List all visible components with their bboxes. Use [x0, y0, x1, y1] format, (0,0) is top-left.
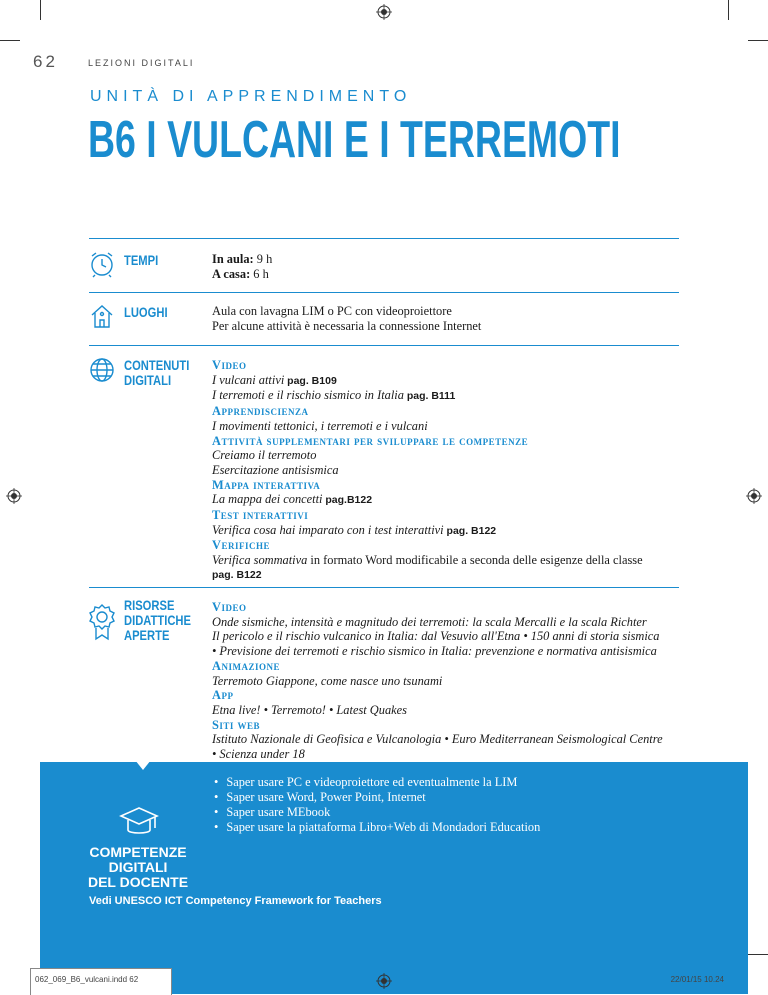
competenze-label-line: COMPETENZE DIGITALI	[89, 844, 187, 875]
section-divider	[89, 587, 679, 588]
list-item: • Saper usare la piattaforma Libro+Web di Mondadori Education	[214, 820, 540, 835]
in-aula-value: 9 h	[253, 252, 273, 266]
contenuti-label-line: DIGITALI	[124, 372, 172, 388]
unit-kicker: UNITÀ DI APPRENDIMENTO	[90, 88, 412, 105]
registration-mark-icon	[376, 4, 392, 20]
tempi-label: TEMPI	[124, 252, 159, 268]
section-divider	[89, 238, 679, 239]
list-item: • Saper usare PC e videoproiettore ed eventualmente la LIM	[214, 775, 540, 790]
contenuti-body	[212, 358, 680, 583]
resource-title: Creiamo il terremoto	[212, 448, 317, 463]
crop-mark	[748, 40, 768, 41]
list-item: • Saper usare MEbook	[214, 805, 540, 820]
resource-title: Verifica sommativa	[212, 553, 308, 568]
contenuti-label-line: CONTENUTI	[124, 357, 190, 373]
risorse-label	[124, 598, 191, 643]
registration-mark-icon	[376, 973, 392, 989]
section-heading: Video	[212, 358, 247, 372]
tempi-body	[212, 252, 680, 281]
list-item: • Saper usare Word, Power Point, Internet	[214, 790, 540, 805]
section-heading: Siti web	[212, 717, 261, 732]
crop-mark	[728, 0, 729, 20]
section-heading: Mappa interattiva	[212, 477, 321, 492]
section-heading: App	[212, 688, 234, 703]
section-heading: Animazione	[212, 658, 280, 673]
gear-badge-icon	[88, 602, 116, 642]
resource-title: I terremoti e il rischio sismico in Italia	[212, 388, 404, 403]
luoghi-body	[212, 304, 680, 333]
resource-title: • Previsione dei terremoti e rischio sismico in Italia: prevenzione e normativa antisismica	[212, 644, 657, 659]
slug-filename: 062_069_B6_vulcani.indd 62	[35, 975, 139, 984]
house-icon	[88, 302, 116, 330]
graduation-cap-icon	[119, 804, 159, 838]
crop-mark	[748, 954, 768, 955]
crop-mark	[40, 0, 41, 20]
section-heading: Verifiche	[212, 538, 270, 553]
section-heading: Apprendiscienza	[212, 404, 309, 419]
competenze-label	[73, 845, 203, 890]
section-divider	[89, 345, 679, 346]
resource-title: I vulcani attivi	[212, 372, 285, 387]
page-ref: pag. B122	[443, 524, 497, 537]
resource-title: La mappa dei concetti	[212, 492, 323, 507]
risorse-label-line: DIDATTICHE	[124, 612, 191, 628]
section-heading: Test interattivi	[212, 508, 309, 523]
resource-desc: in formato Word modificabile a seconda delle esigenze della classe	[307, 553, 643, 568]
page-title: B6 I VULCANI E I TERREMOTI	[88, 111, 621, 169]
resource-title: Esercitazione antisismica	[212, 462, 339, 477]
in-aula-key: In aula:	[212, 252, 254, 266]
page-number: 62	[33, 52, 58, 71]
registration-mark-icon	[746, 488, 762, 504]
a-casa-key: A casa:	[212, 266, 251, 281]
resource-title: Istituto Nazionale di Geofisica e Vulcanologia • Euro Mediterranean Seismological Centre	[212, 732, 663, 747]
panel-notch	[135, 760, 151, 770]
a-casa-value: 6 h	[250, 266, 269, 281]
resource-title: Onde sismiche, intensità e magnitudo dei terremoti: la scala Mercalli e la scala Richter	[212, 614, 647, 629]
risorse-body	[212, 600, 680, 762]
contenuti-label	[124, 358, 189, 388]
page-ref: pag. B122	[212, 568, 262, 581]
unesco-link[interactable]: Vedi UNESCO ICT Competency Framework for Teachers	[89, 895, 382, 907]
page-ref: pag. B109	[284, 374, 337, 387]
slug-date: 22/01/15 10.24	[670, 975, 724, 984]
risorse-label-line: APERTE	[124, 627, 170, 643]
globe-icon	[88, 356, 116, 384]
resource-title: I movimenti tettonici, i terremoti e i vulcani	[212, 418, 428, 433]
resource-title: Terremoto Giappone, come nasce uno tsunami	[212, 673, 443, 688]
running-head: LEZIONI DIGITALI	[88, 58, 195, 68]
competenze-list	[214, 775, 540, 835]
resource-title: Il pericolo e il rischio vulcanico in Italia: dal Vesuvio all'Etna • 150 anni di storia sismica	[212, 629, 660, 644]
resource-title: Etna live! • Terremoto! • Latest Quakes	[212, 702, 407, 717]
clock-icon	[88, 250, 116, 278]
page-ref: pag. B111	[403, 390, 456, 403]
risorse-label-line: RISORSE	[124, 597, 175, 613]
resource-title: Verifica cosa hai imparato con i test interattivi	[212, 522, 444, 537]
crop-mark	[0, 40, 20, 41]
section-heading: Video	[212, 600, 247, 614]
section-heading: Attività supplementari per sviluppare le competenze	[212, 433, 529, 448]
luoghi-line: Per alcune attività è necessaria la connessione Internet	[212, 318, 482, 333]
competenze-label-line: DEL DOCENTE	[87, 874, 189, 890]
registration-mark-icon	[6, 488, 22, 504]
resource-title: • Scienza under 18	[212, 747, 305, 762]
page-ref: pag.B122	[322, 494, 373, 507]
luoghi-label: LUOGHI	[124, 304, 168, 320]
section-divider	[89, 292, 679, 293]
luoghi-line: Aula con lavagna LIM o PC con videoproiettore	[212, 304, 452, 318]
